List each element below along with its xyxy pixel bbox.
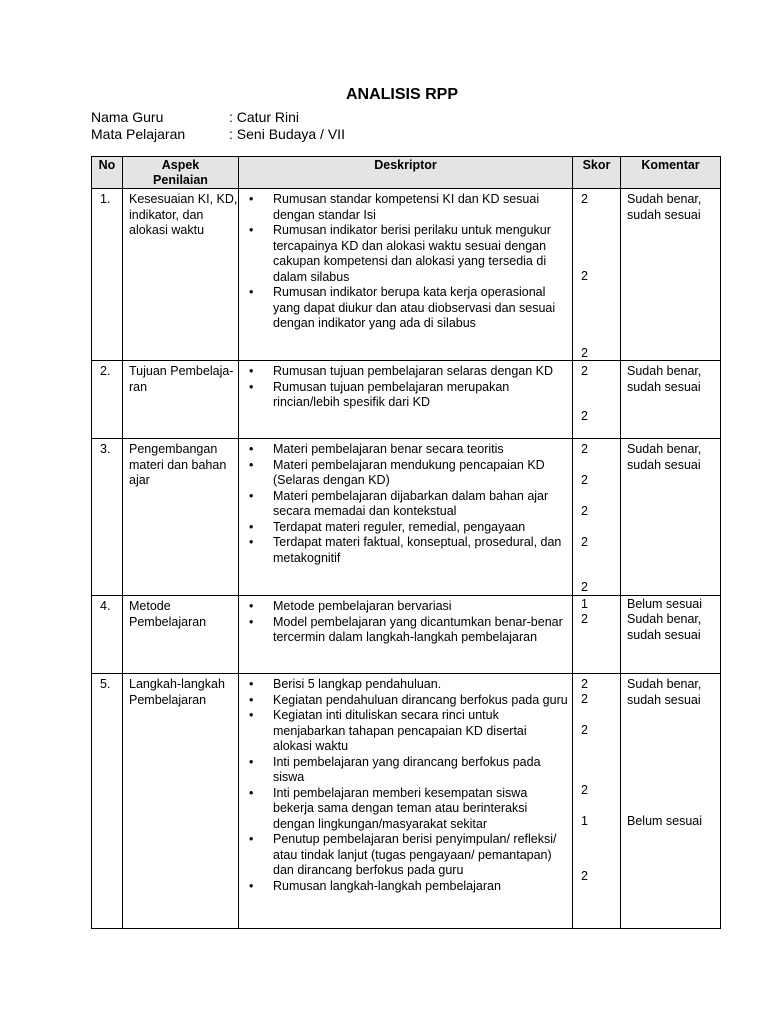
descriptor-item: • Berisi 5 langkap pendahuluan. (249, 677, 568, 693)
descriptor-item: • Inti pembelajaran memberi kesempatan siswa bekerja sama dengan teman atau berinteraksi dengan lingkungan/masyarakat sekitar (249, 786, 568, 833)
descriptor-item: • Kegiatan inti dituliskan secara rinci untuk menjabarkan tahapan pencapaian KD disertai alokasi waktu (249, 708, 568, 755)
table-row (92, 361, 721, 439)
meta-value-mata-pelajaran: : Seni Budaya / VII (229, 126, 345, 142)
document-title: ANALISIS RPP (345, 86, 458, 103)
header-deskriptor: Deskriptor (239, 157, 573, 189)
row-aspek: Metode Pembelajaran (123, 596, 239, 674)
comment-text: Sudah benar, sudah sesuai (627, 677, 702, 707)
header-no: No (92, 157, 123, 189)
descriptor-item: • Rumusan indikator berupa kata kerja operasional yang dapat diukur dan atau diobservasi dan sesuai dengan indikator yang ada di silabus (249, 285, 568, 332)
descriptor-item: • Terdapat materi faktual, konseptual, prosedural, dan metakognitif (249, 535, 568, 566)
row-skor (573, 596, 621, 674)
row-skor (573, 361, 621, 439)
score-value: 2 (581, 692, 588, 706)
row-aspek: Tujuan Pembelaja-ran (123, 361, 239, 439)
descriptor-item: • Rumusan standar kompetensi KI dan KD sesuai dengan standar Isi (249, 192, 568, 223)
descriptor-item: • Rumusan tujuan pembelajaran merupakan rincian/lebih spesifik dari KD (249, 380, 568, 411)
row-skor (573, 674, 621, 929)
table-row (92, 189, 721, 361)
row-komentar (621, 189, 721, 361)
header-aspek: Aspek Penilaian (123, 157, 239, 189)
row-komentar (621, 439, 721, 596)
descriptor-item: • Rumusan tujuan pembelajaran selaras dengan KD (249, 364, 568, 380)
descriptor-item: • Kegiatan pendahuluan dirancang berfokus pada guru (249, 693, 568, 709)
comment-text: Belum sesuai (627, 814, 703, 828)
score-value: 2 (581, 783, 588, 797)
row-deskriptor (239, 189, 573, 361)
row-komentar (621, 361, 721, 439)
descriptor-item: • Penutup pembelajaran berisi penyimpulan/ refleksi/ atau tindak lanjut (tugas pengayaan/ pemantapan) dan dirancang berfokus pada guru (249, 832, 568, 879)
row-no: 4. (92, 596, 123, 674)
comment-text: Sudah benar, sudah sesuai (627, 192, 702, 222)
table-header-row (92, 157, 721, 189)
header-komentar: Komentar (621, 157, 721, 189)
row-aspek: Pengembangan materi dan bahan ajar (123, 439, 239, 596)
row-deskriptor (239, 439, 573, 596)
score-value: 2 (581, 535, 588, 549)
meta-label-mata-pelajaran: Mata Pelajaran (91, 126, 186, 142)
score-value: 2 (581, 473, 588, 487)
meta-value-nama-guru: : Catur Rini (229, 109, 300, 125)
comment-text: Sudah benar, sudah sesuai (627, 364, 702, 394)
descriptor-item: • Materi pembelajaran dijabarkan dalam bahan ajar secara memadai dan kontekstual (249, 489, 568, 520)
comment-text: Belum sesuai (627, 597, 703, 611)
score-value: 2 (581, 442, 588, 456)
table-row (92, 439, 721, 596)
score-value: 2 (581, 504, 588, 518)
row-aspek: Kesesuaian KI, KD, indikator, dan alokasi waktu (123, 189, 239, 361)
row-komentar (621, 596, 721, 674)
descriptor-item: • Terdapat materi reguler, remedial, pengayaan (249, 520, 568, 536)
meta-label-nama-guru: Nama Guru (91, 109, 164, 125)
comment-text: Sudah benar, sudah sesuai (627, 442, 702, 472)
row-aspek: Langkah-langkah Pembelajaran (123, 674, 239, 929)
table-row (92, 596, 721, 674)
score-value: 2 (581, 677, 588, 691)
row-deskriptor (239, 674, 573, 929)
score-value: 2 (581, 612, 588, 626)
descriptor-item: • Materi pembelajaran mendukung pencapaian KD (Selaras dengan KD) (249, 458, 568, 489)
analysis-table (91, 156, 721, 929)
meta-mapel (91, 126, 345, 143)
score-value: 2 (581, 269, 588, 283)
score-value: 2 (581, 364, 588, 378)
descriptor-item: • Rumusan indikator berisi perilaku untuk mengukur tercapainya KD dan alokasi waktu sesuai dengan cakupan kompetensi dan alokasi yang tersedia di dalam silabus (249, 223, 568, 285)
table-row (92, 674, 721, 929)
score-value: 2 (581, 869, 588, 883)
score-value: 1 (581, 814, 588, 828)
score-value: 2 (581, 192, 588, 206)
row-deskriptor (239, 361, 573, 439)
descriptor-item: • Rumusan langkah-langkah pembelajaran (249, 879, 568, 895)
descriptor-item: • Metode pembelajaran bervariasi (249, 599, 568, 615)
header-skor: Skor (573, 157, 621, 189)
descriptor-item: • Model pembelajaran yang dicantumkan benar-benar tercermin dalam langkah-langkah pembelajaran (249, 615, 568, 646)
meta-guru (91, 109, 299, 126)
row-no: 1. (92, 189, 123, 361)
row-skor (573, 439, 621, 596)
score-value: 2 (581, 723, 588, 737)
row-deskriptor (239, 596, 573, 674)
row-no: 3. (92, 439, 123, 596)
row-no: 2. (92, 361, 123, 439)
score-value: 1 (581, 597, 588, 611)
descriptor-item: • Inti pembelajaran yang dirancang berfokus pada siswa (249, 755, 568, 786)
comment-text: Sudah benar, sudah sesuai (627, 612, 702, 642)
score-value: 2 (581, 346, 588, 360)
descriptor-item: • Materi pembelajaran benar secara teoritis (249, 442, 568, 458)
row-komentar (621, 674, 721, 929)
row-skor (573, 189, 621, 361)
row-no: 5. (92, 674, 123, 929)
score-value: 2 (581, 580, 588, 594)
score-value: 2 (581, 409, 588, 423)
